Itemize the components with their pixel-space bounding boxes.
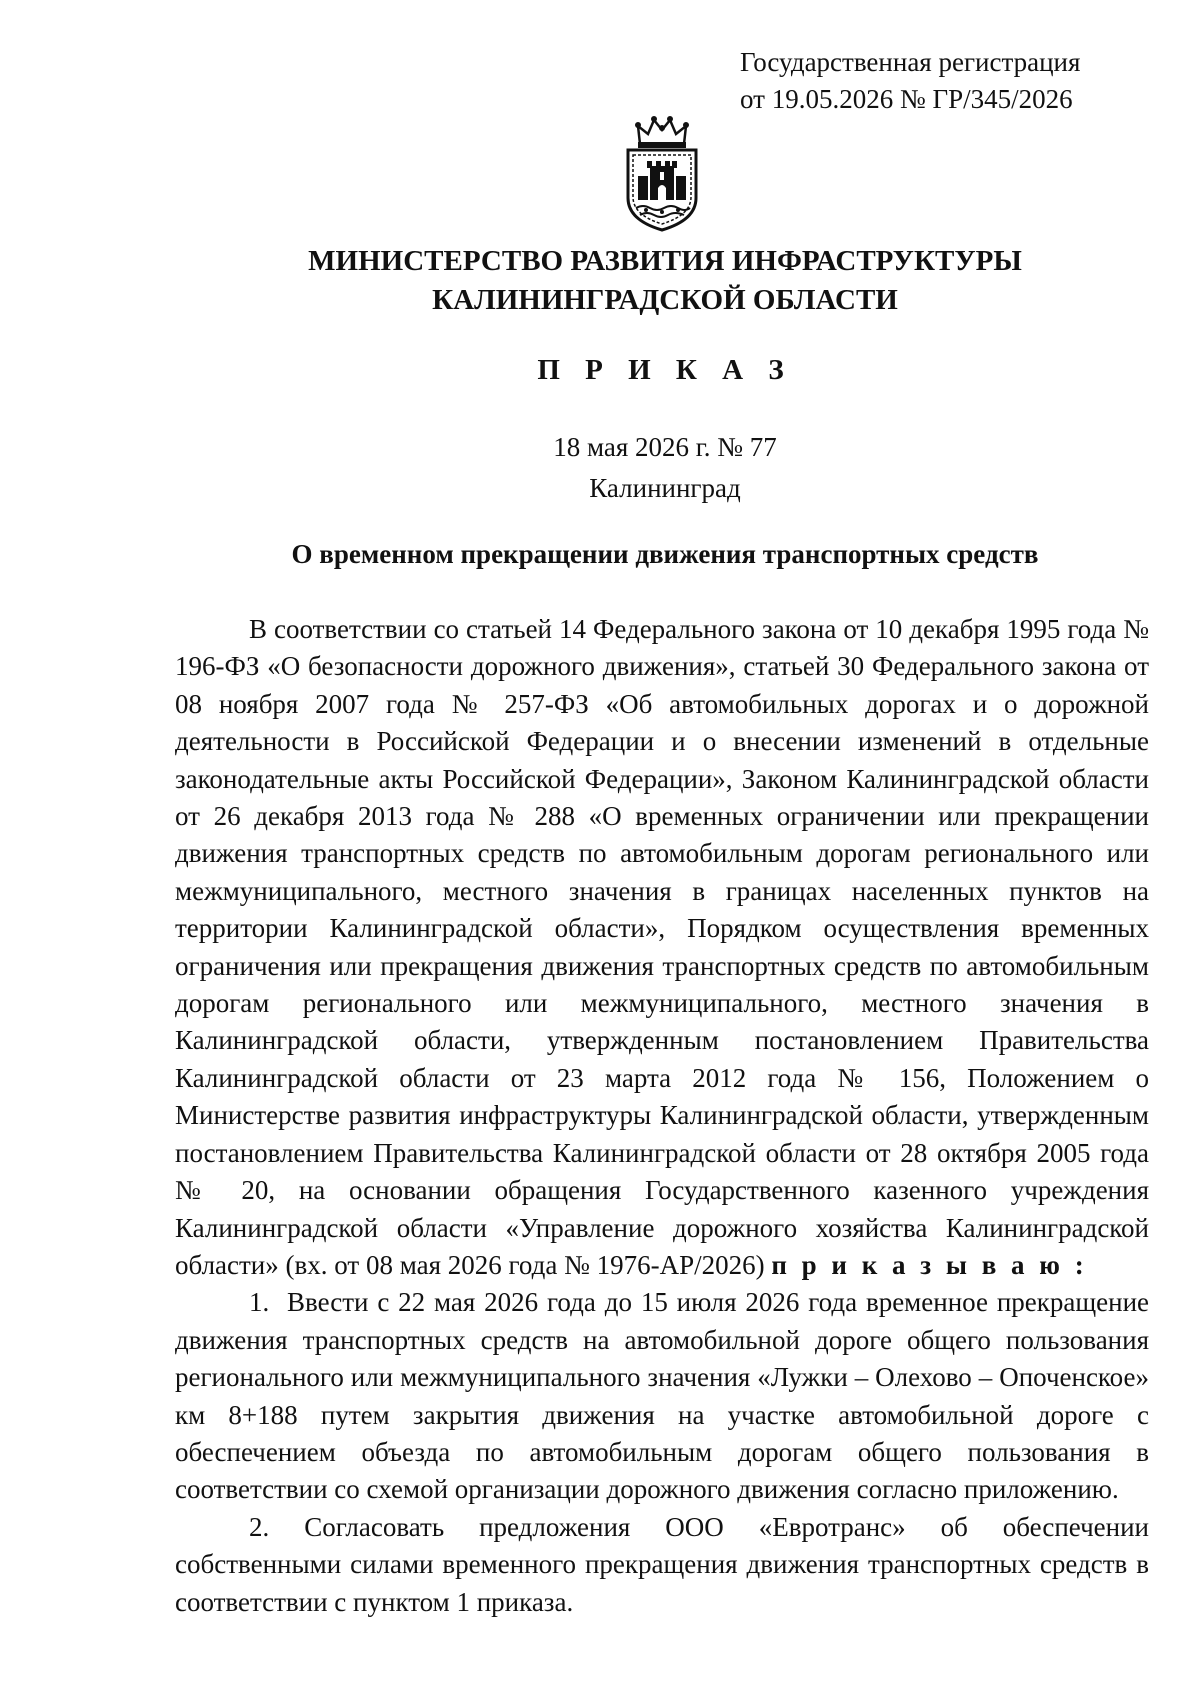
kaliningrad-coat-of-arms-icon <box>616 114 708 234</box>
registration-line-1: Государственная регистрация <box>740 47 1081 77</box>
item-number: 2. <box>249 1511 270 1542</box>
order-subject: О временном прекращении движения транспортных средств <box>291 539 1039 569</box>
ministry-name-line-1: МИНИСТЕРСТВО РАЗВИТИЯ ИНФРАСТРУКТУРЫ <box>308 245 1022 277</box>
preamble-paragraph <box>175 611 1149 1284</box>
ministry-name-line-2: КАЛИНИНГРАДСКОЙ ОБЛАСТИ <box>432 284 898 316</box>
ministry-header <box>0 242 1200 320</box>
order-city: Калининград <box>589 473 741 503</box>
order-date-block <box>0 427 1200 509</box>
list-item <box>175 1509 1149 1621</box>
item-text: Ввести с 22 мая 2026 года до 15 июля 2026 года временное прекращение движения транспортных средств на автомобильной дороге общего пользования регионального или межмуниципального значения «Лужки – Олехово – Опоченское» км 8+188 путем закрытия движения на участке автомобильной дороге с обеспечением объезда по автомобильным дорогам общего пользования в соответствии со схемой организации дорожного движения согласно приложению. <box>175 1287 1150 1505</box>
item-number: 1. <box>249 1287 270 1318</box>
list-item <box>175 1284 1149 1508</box>
registration-line-2: от 19.05.2026 № ГР/345/2026 <box>740 84 1073 114</box>
command-word: п р и к а з ы в а ю : <box>771 1249 1088 1280</box>
order-body <box>175 611 1149 1621</box>
order-date: 18 мая 2026 г. № 77 <box>553 432 777 462</box>
registration-stamp <box>740 44 1080 118</box>
order-title: П Р И К А З <box>537 354 793 386</box>
preamble-text: В соответствии со статьей 14 Федерального закона от 10 декабря 1995 года № 196-ФЗ «О безопасности дорожного движения», статьей 30 Федерального закона от 08 ноября 2007 года № 257-ФЗ «Об автомобильных дорогах и о дорожной деятельности в Российской Федерации и о внесении изменений в отдельные законодательные акты Российской Федерации», Законом Калининградской области от 26 декабря 2013 года № 288 «О временных ограничении или прекращении движения транспортных средств по автомобильным дорогам регионального или межмуниципального, местного значения в границах населенных пунктов на территории Калининградской области», Порядком осуществления временных ограничения или прекращения движения транспортных средств по автомобильным дорогам регионального или межмуниципального, местного значения в Калининградской области, утвержденным постановлением Правительства Калининградской области от 23 марта 2012 года № 156, Положением о Министерстве развития инфраструктуры Калининградской области, утвержденным постановлением Правительства Калининградской области от 28 октября 2005 года № 20, на основании обращения Государственного казенного учреждения Калининградской области «Управление дорожного хозяйства Калининградской области» (вх. от 08 мая 2026 года № 1976-АР/2026) <box>175 614 1149 1280</box>
item-text: Согласовать предложения ООО «Евротранс» об обеспечении собственными силами временного прекращения движения транспортных средств в соответствии с пунктом 1 приказа. <box>175 1511 1149 1617</box>
